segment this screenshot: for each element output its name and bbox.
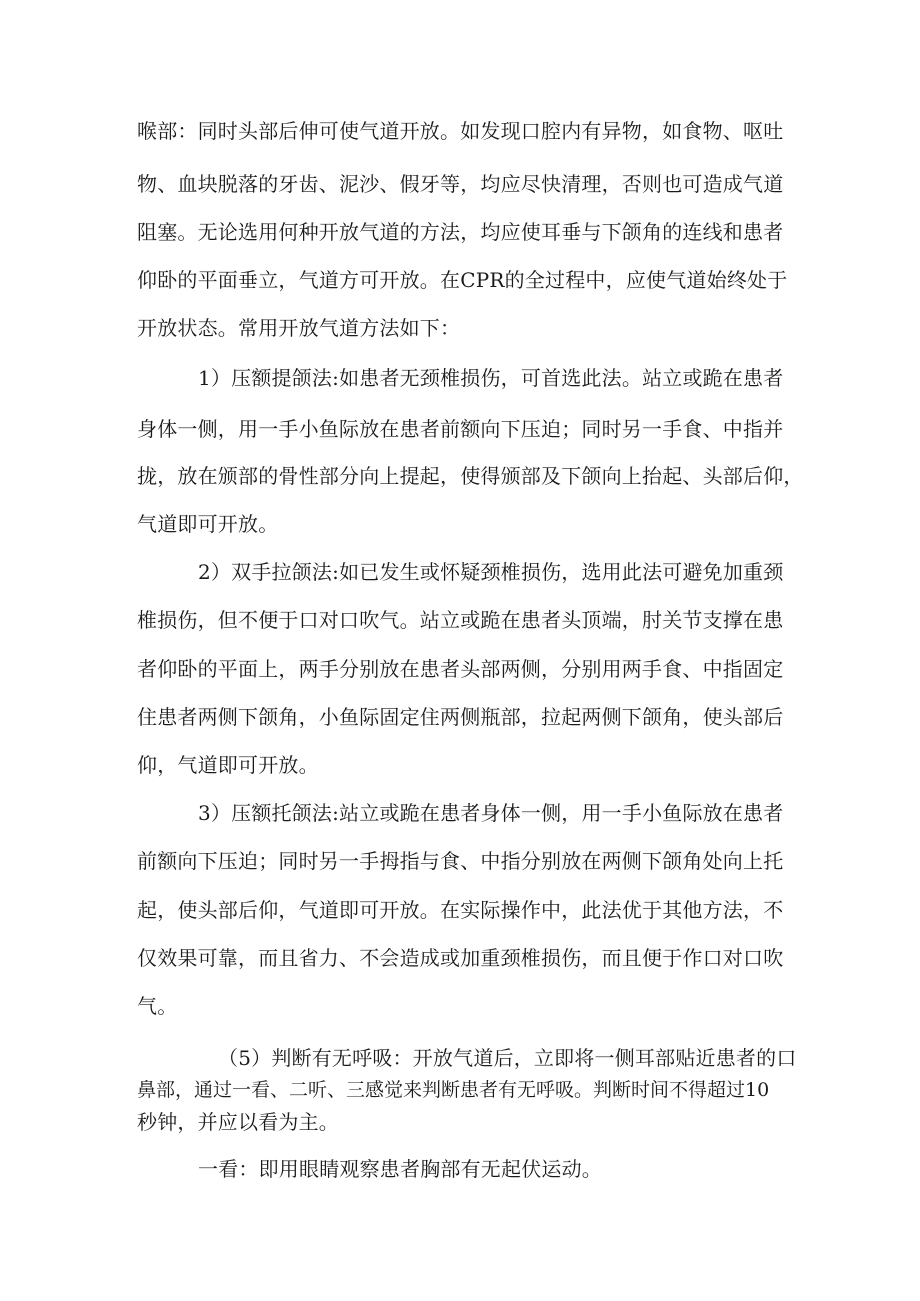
method-2-line-5: 仰，气道即可开放。 [137, 753, 319, 777]
step-5-line-2: 鼻部，通过一看、二听、三感觉来判断患者有无呼吸。判断时间不得超过10 [137, 1079, 770, 1101]
method-3-line-2: 前额向下压迫；同时另一手拇指与食、中指分别放在两侧下颌角处向上托 [137, 849, 784, 873]
method-2-line-2: 椎损伤，但不便于口对口吹气。站立或跪在患者头顶端，肘关节支撑在患 [137, 608, 784, 632]
method-1-line-4: 气道即可开放。 [137, 512, 279, 536]
method-1-line-1: 1）压额提颌法:如患者无颈椎损伤，可首选此法。站立或跪在患者 [198, 366, 784, 390]
method-2-line-3: 者仰卧的平面上，两手分别放在患者头部两侧，分别用两手食、中指固定 [137, 657, 784, 681]
look-line-1: 一看：即用眼睛观察患者胸部有无起伏运动。 [198, 1157, 602, 1181]
method-1-line-2: 身体一侧，用一手小鱼际放在患者前额向下压迫；同时另一手食、中指并 [137, 417, 784, 441]
method-3-line-1: 3）压额托颌法:站立或跪在患者身体一侧，用一手小鱼际放在患者 [198, 801, 784, 825]
intro-line-5: 开放状态。常用开放气道方法如下： [137, 316, 461, 340]
intro-line-3: 阻塞。无论选用何种开放气道的方法，均应使耳垂与下颌角的连线和患者 [137, 220, 784, 244]
method-3-line-3: 起，使头部后仰，气道即可开放。在实际操作中，此法优于其他方法，不 [137, 898, 784, 922]
method-2-line-1: 2）双手拉颌法:如已发生或怀疑颈椎损伤，选用此法可避免加重颈 [198, 560, 784, 584]
method-3-line-4: 仅效果可靠，而且省力、不会造成或加重颈椎损伤，而且便于作口对口吹 [137, 946, 784, 970]
step-5-line-3: 秒钟，并应以看为主。 [137, 1110, 339, 1134]
method-3-line-5: 气。 [137, 994, 178, 1018]
method-2-line-4: 住患者两侧下颌角，小鱼际固定住两侧瓶部，拉起两侧下颌角，使头部后 [137, 705, 784, 729]
intro-line-2: 物、血块脱落的牙齿、泥沙、假牙等，均应尽快清理，否则也可造成气道 [137, 172, 784, 196]
method-1-line-3: 拢，放在颁部的骨性部分向上提起，使得颁部及下颌向上抬起、头部后仰， [137, 464, 804, 488]
intro-line-4: 仰卧的平面垂立，气道方可开放。在CPR的全过程中，应使气道始终处于 [137, 268, 788, 292]
intro-line-1: 喉部：同时头部后伸可使气道开放。如发现口腔内有异物，如食物、呕吐 [137, 119, 784, 143]
step-5-line-1: （5）判断有无呼吸：开放气道后，立即将一侧耳部贴近患者的口 [218, 1046, 797, 1070]
